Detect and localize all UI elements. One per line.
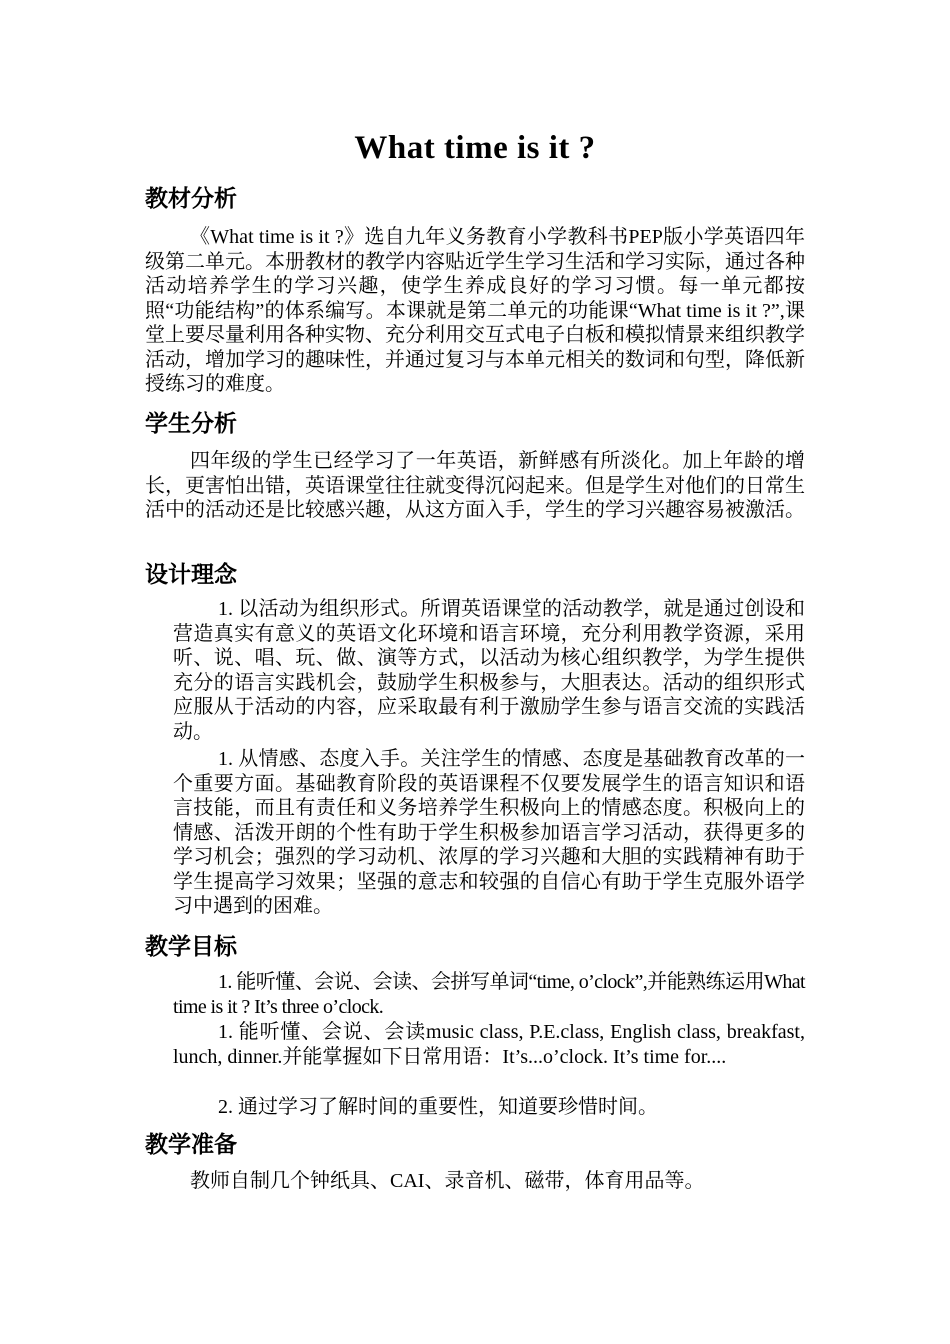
section-heading-teaching-preparation: 教学准备 bbox=[145, 1132, 237, 1158]
section-heading-student-analysis: 学生分析 bbox=[145, 411, 237, 437]
section-paragraph-teaching-goals-2: 1. 能听懂、会说、会读music class, P.E.class, English class, breakfast, lunch, dinner.并能掌握如下日常用语：It’s...o’clock. It’s time for.... bbox=[173, 1021, 805, 1068]
section-paragraph-teaching-goals-3: 2. 通过学习了解时间的重要性，知道要珍惜时间。 bbox=[218, 1096, 658, 1118]
section-heading-teaching-goals: 教学目标 bbox=[145, 934, 237, 960]
document-title: What time is it ? bbox=[354, 130, 596, 166]
section-heading-design-concept: 设计理念 bbox=[145, 562, 237, 588]
section-paragraph-design-concept-2: 1. 从情感、态度入手。关注学生的情感、态度是基础教育改革的一个重要方面。基础教育阶段的英语课程不仅要发展学生的语言知识和语言技能，而且有责任和义务培养学生积极向上的情感态度。积极向上的情感、活泼开朗的个性有助于学生积极参加语言学习活动，获得更多的学习机会；强烈的学习动机、浓厚的学习兴趣和大胆的实践精神有助于学生提高学习效果；坚强的意志和较强的自信心有助于学生克服外语学习中遇到的困难。 bbox=[173, 748, 805, 917]
section-paragraph-design-concept-1: 1. 以活动为组织形式。所谓英语课堂的活动教学，就是通过创设和营造真实有意义的英语文化环境和语言环境，充分利用教学资源，采用听、说、唱、玩、做、演等方式，以活动为核心组织教学，为学生提供充分的语言实践机会，鼓励学生积极参与，大胆表达。活动的组织形式应服从于活动的内容，应采取最有利于激励学生参与语言交流的实践活动。 bbox=[173, 598, 805, 743]
section-paragraph-student-analysis: 四年级的学生已经学习了一年英语，新鲜感有所淡化。加上年龄的增长，更害怕出错，英语课堂往往就变得沉闷起来。但是学生对他们的日常生活中的活动还是比较感兴趣，从这方面入手，学生的学习兴趣容易被激活。 bbox=[145, 450, 805, 521]
section-paragraph-textbook-analysis: 《What time is it ?》选自九年义务教育小学教科书PEP版小学英语四年级第二单元。本册教材的教学内容贴近学生学习生活和学习实际，通过各种活动培养学生的学习兴趣，使学生养成良好的学习习惯。每一单元都按照“功能结构”的体系编写。本课就是第二单元的功能课“What time is it ?”,课堂上要尽量利用各种实物、充分利用交互式电子白板和模拟情景来组织教学活动，增加学习的趣味性，并通过复习与本单元相关的数词和句型，降低新授练习的难度。 bbox=[145, 226, 805, 395]
section-heading-textbook-analysis: 教材分析 bbox=[145, 186, 237, 212]
section-paragraph-teaching-goals-1: 1. 能听懂、会说、会读、会拼写单词“time, o’clock”,并能熟练运用What time is it ? It’s three o’clock. bbox=[173, 971, 805, 1018]
section-paragraph-teaching-preparation: 教师自制几个钟纸具、CAI、录音机、磁带，体育用品等。 bbox=[190, 1170, 705, 1192]
